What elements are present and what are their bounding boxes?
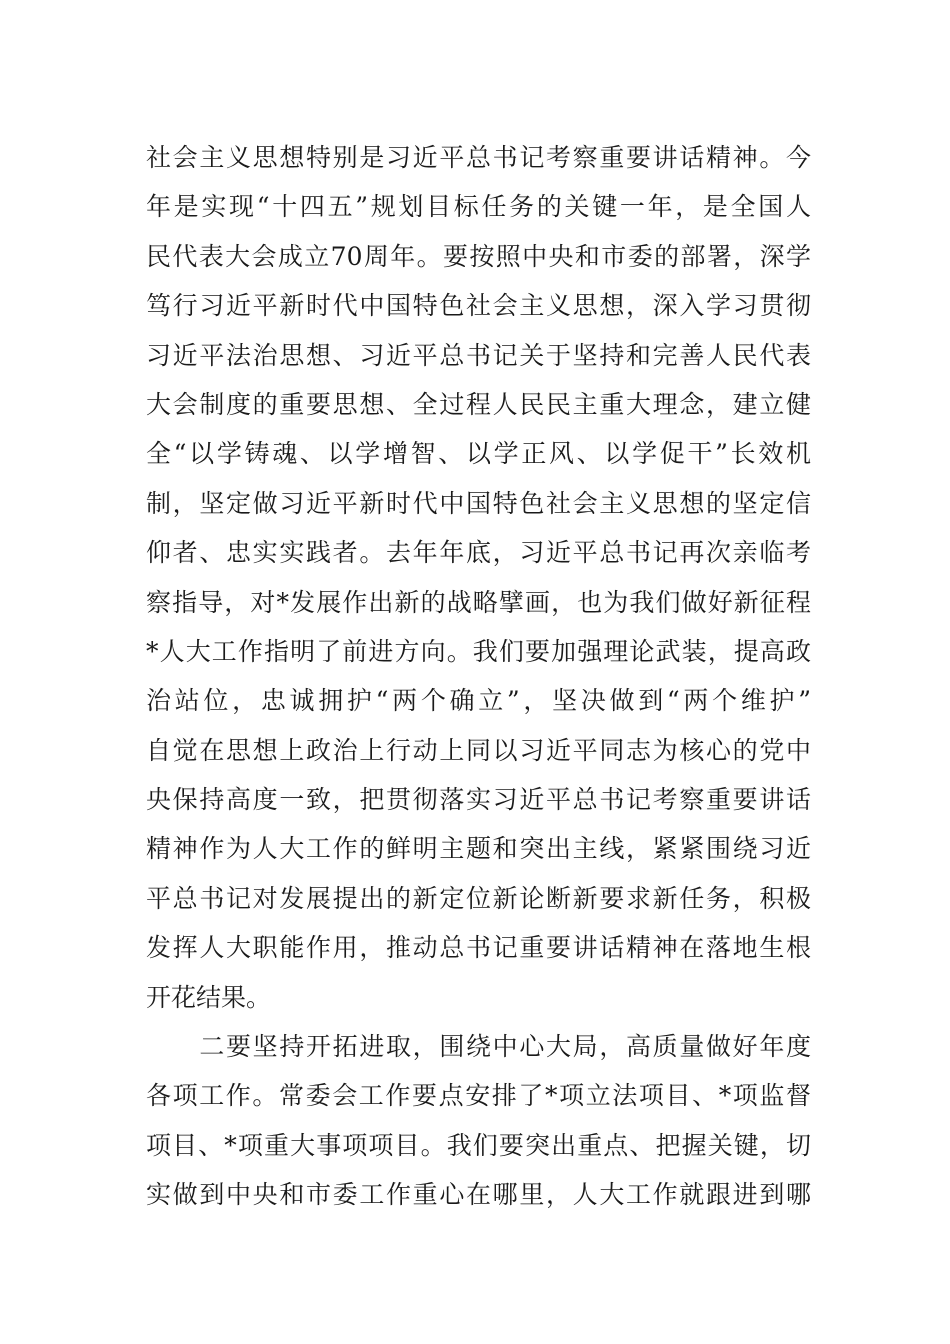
- text-line: 平总书记对发展提出的新定位新论断新要求新任务，积极: [146, 883, 811, 913]
- text-line: 察指导，对*发展作出新的战略擘画，也为我们做好新征程: [146, 587, 811, 617]
- text-line: 项目、*项重大事项项目。我们要突出重点、把握关键，切: [146, 1130, 811, 1160]
- text-line-paragraph-start: 二要坚持开拓进取，围绕中心大局，高质量做好年度: [146, 1032, 811, 1062]
- text-line: 全“以学铸魂、以学增智、以学正风、以学促干”长效机: [146, 439, 811, 469]
- text-line-paragraph-end: 开花结果。: [146, 982, 272, 1012]
- text-line: 笃行习近平新时代中国特色社会主义思想，深入学习贯彻: [146, 291, 811, 321]
- text-line: 精神作为人大工作的鲜明主题和突出主线，紧紧围绕习近: [146, 834, 811, 864]
- text-line: 民代表大会成立70周年。要按照中央和市委的部署，深学: [146, 241, 811, 271]
- text-line: 习近平法治思想、习近平总书记关于坚持和完善人民代表: [146, 340, 811, 370]
- text-line: 制，坚定做习近平新时代中国特色社会主义思想的坚定信: [146, 488, 811, 518]
- text-line: 治站位，忠诚拥护“两个确立”，坚决做到“两个维护”: [146, 686, 811, 716]
- body-text: [146, 133, 811, 1220]
- text-line: 央保持高度一致，把贯彻落实习近平总书记考察重要讲话: [146, 785, 811, 815]
- text-line: 发挥人大职能作用，推动总书记重要讲话精神在落地生根: [146, 933, 811, 963]
- text-line: 年是实现“十四五”规划目标任务的关键一年，是全国人: [146, 192, 811, 222]
- text-line: 实做到中央和市委工作重心在哪里，人大工作就跟进到哪: [146, 1180, 811, 1210]
- text-line: 社会主义思想特别是习近平总书记考察重要讲话精神。今: [146, 143, 811, 172]
- text-line: 大会制度的重要思想、全过程人民民主重大理念，建立健: [146, 389, 811, 419]
- text-line: *人大工作指明了前进方向。我们要加强理论武装，提高政: [146, 636, 811, 666]
- text-line: 自觉在思想上政治上行动上同以习近平同志为核心的党中: [146, 735, 811, 765]
- text-line: 仰者、忠实实践者。去年年底，习近平总书记再次亲临考: [146, 538, 811, 568]
- text-line: 各项工作。常委会工作要点安排了*项立法项目、*项监督: [146, 1081, 811, 1111]
